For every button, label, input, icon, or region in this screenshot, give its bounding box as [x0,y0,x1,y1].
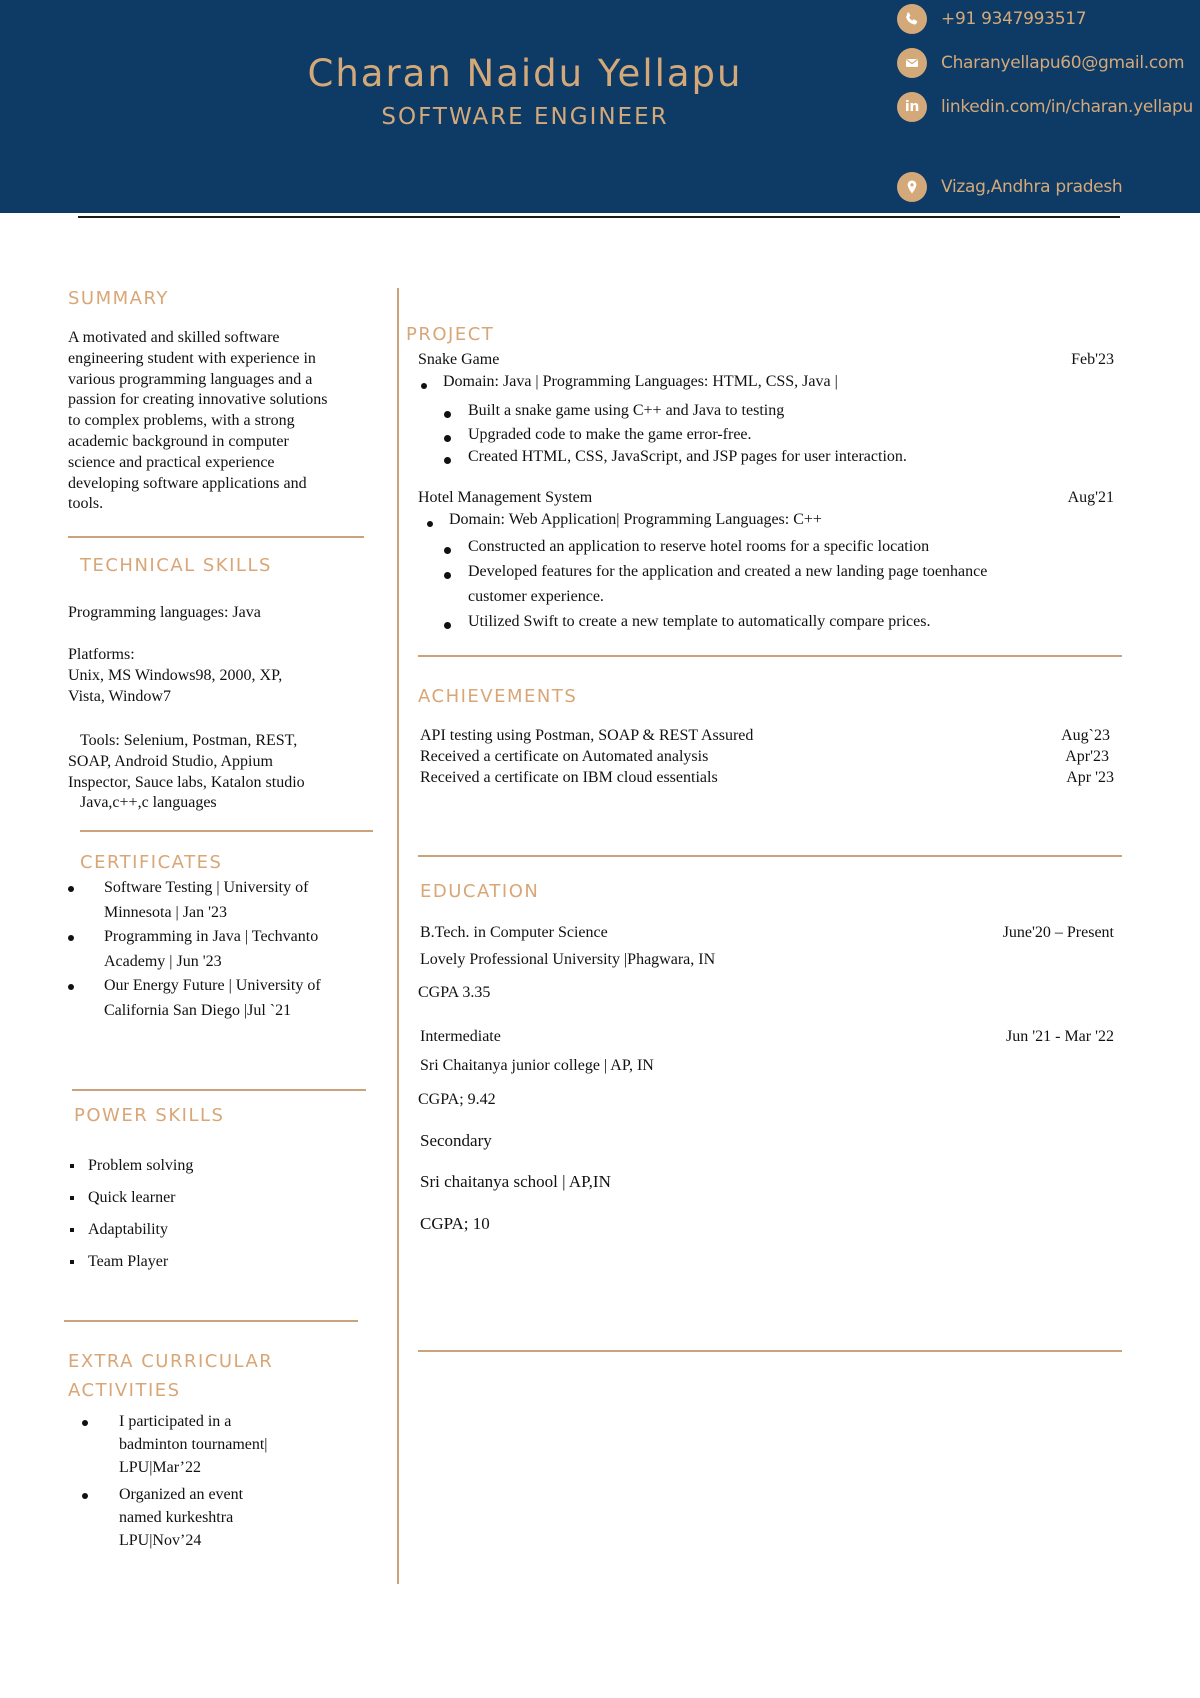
platforms-line: Unix, MS Windows98, 2000, XP, [68,666,283,684]
education-cgpa: CGPA; 9.42 [418,1091,496,1108]
achievement-date: Apr'23 [1065,748,1109,765]
platforms [68,645,378,707]
certificates-list [68,876,388,1023]
project-bullet: Upgraded code to make the game error-free. [468,426,752,443]
linkedin-text[interactable]: linkedin.com/in/charan.yellapu [941,97,1193,117]
certificate-line: Programming in Java | Techvanto [104,928,319,945]
certificate-line: California San Diego |Jul `21 [104,1001,292,1019]
summary-text [68,328,378,515]
certificates-heading: CERTIFICATES [80,852,223,873]
summary-line: academic background in computer [68,432,289,450]
project-bullet: Created HTML, CSS, JavaScript, and JSP pages for user interaction. [468,448,907,465]
project-date: Feb'23 [1071,351,1114,368]
achievement-date: Apr '23 [1066,769,1114,786]
achievement-date: Aug`23 [1061,727,1110,744]
project-name: Hotel Management System [418,489,593,506]
summary-line: science and practical experience [68,453,275,471]
contact-phone [897,4,1086,34]
education-school: Lovely Professional University |Phagwara, IN [420,951,716,968]
certificate-line: Software Testing | University of [104,879,309,896]
power-skills-list [68,1150,368,1278]
achievements-heading: ACHIEVEMENTS [418,686,578,707]
column-divider [397,288,399,1584]
contact-location [897,172,1122,202]
project-bullet: Utilized Swift to create a new template to automatically compare prices. [468,613,931,630]
achievement-text: Received a certificate on Automated analysis [420,748,709,765]
activity-line: Organized an event [119,1486,244,1503]
certificate-item [68,876,388,925]
certificate-item [68,974,388,1023]
tools-line: Tools: Selenium, Postman, REST, [80,732,298,749]
activity-line: LPU|Nov’24 [119,1532,202,1549]
activity-line: badminton tournament| [119,1436,268,1453]
project-bullet: Constructed an application to reserve hotel rooms for a specific location [468,538,930,555]
linkedin-icon [897,92,927,122]
activity-line: I participated in a [119,1413,232,1430]
project-domain: Domain: Java | Programming Languages: HTML, CSS, Java | [443,373,838,390]
tools-line: SOAP, Android Studio, Appium [68,752,273,770]
education-date: Jun '21 - Mar '22 [1006,1028,1114,1045]
power-skill-item: Problem solving [68,1150,368,1182]
linkedin-glyph: in [904,99,920,115]
summary-line: developing software applications and [68,474,307,492]
section-divider [418,1350,1122,1352]
phone-icon [897,4,927,34]
power-skill-item: Adaptability [68,1214,368,1246]
section-divider [64,1320,358,1322]
certificate-item [68,925,388,974]
education-heading: EDUCATION [420,881,540,902]
tools [68,731,388,814]
extra-curricular-heading-line: ACTIVITIES [68,1380,181,1401]
location-text: Vizag,Andhra pradesh [941,177,1123,197]
section-divider [418,855,1122,857]
location-icon [897,172,927,202]
project-heading: PROJECT [406,324,495,345]
email-icon [897,48,927,78]
candidate-name: Charan Naidu Yellapu [307,52,743,95]
section-divider [72,1089,366,1091]
activity-line: named kurkeshtra [119,1509,234,1526]
activity-item [82,1410,382,1479]
project-name: Snake Game [418,351,500,368]
power-skills-heading: POWER SKILLS [74,1105,225,1126]
extra-curricular-list [82,1410,382,1552]
education-date: June'20 – Present [1002,924,1114,941]
summary-line: passion for creating innovative solutions [68,391,328,409]
education-degree: Secondary [420,1131,492,1150]
email-text[interactable]: Charanyellapu60@gmail.com [941,53,1185,73]
project-date: Aug'21 [1067,489,1114,506]
header-rule [78,216,1120,218]
summary-line: various programming languages and a [68,370,313,388]
contact-linkedin [897,92,1193,122]
project-bullet-continued: customer experience. [468,588,604,605]
activity-line: LPU|Mar’22 [119,1459,202,1476]
certificate-line: Our Energy Future | University of [104,977,321,994]
summary-heading: SUMMARY [68,288,169,309]
education-cgpa: CGPA 3.35 [418,984,491,1001]
education-school: Sri chaitanya school | AP,IN [420,1172,611,1191]
certificate-line: Academy | Jun '23 [104,952,222,970]
education-degree: B.Tech. in Computer Science [420,924,608,941]
technical-skills-heading: TECHNICAL SKILLS [80,555,272,576]
extra-curricular-heading-line: EXTRA CURRICULAR [68,1351,274,1372]
section-divider [68,536,364,538]
job-title: SOFTWARE ENGINEER [381,104,669,130]
power-skill-item: Team Player [68,1246,368,1278]
tools-line: Java,c++,c languages [80,794,217,812]
section-divider [80,830,373,832]
header-banner [0,0,1200,213]
power-skill-item: Quick learner [68,1182,368,1214]
summary-line: to complex problems, with a strong [68,412,295,430]
contact-email [897,48,1184,78]
summary-line: engineering student with experience in [68,349,316,367]
education-school: Sri Chaitanya junior college | AP, IN [420,1057,654,1074]
project-domain: Domain: Web Application| Programming Languages: C++ [449,511,822,528]
certificate-line: Minnesota | Jan '23 [104,903,227,921]
phone-text[interactable]: +91 9347993517 [941,9,1087,29]
summary-line: tools. [68,495,104,513]
summary-line: A motivated and skilled software [68,329,280,346]
project-bullet: Developed features for the application and created a new landing page toenhance [468,563,988,580]
achievement-text: API testing using Postman, SOAP & REST Assured [420,727,754,744]
extra-curricular-heading [68,1347,273,1405]
tools-line: Inspector, Sauce labs, Katalon studio [68,773,305,791]
project-bullet: Built a snake game using C++ and Java to testing [468,402,785,419]
platforms-label: Platforms: [68,646,135,663]
education-degree: Intermediate [420,1028,501,1045]
activity-item [82,1483,382,1552]
education-cgpa: CGPA; 10 [420,1214,490,1233]
section-divider [418,655,1122,657]
platforms-line: Vista, Window7 [68,687,171,705]
programming-languages: Programming languages: Java [68,604,261,621]
achievement-text: Received a certificate on IBM cloud essentials [420,769,718,786]
